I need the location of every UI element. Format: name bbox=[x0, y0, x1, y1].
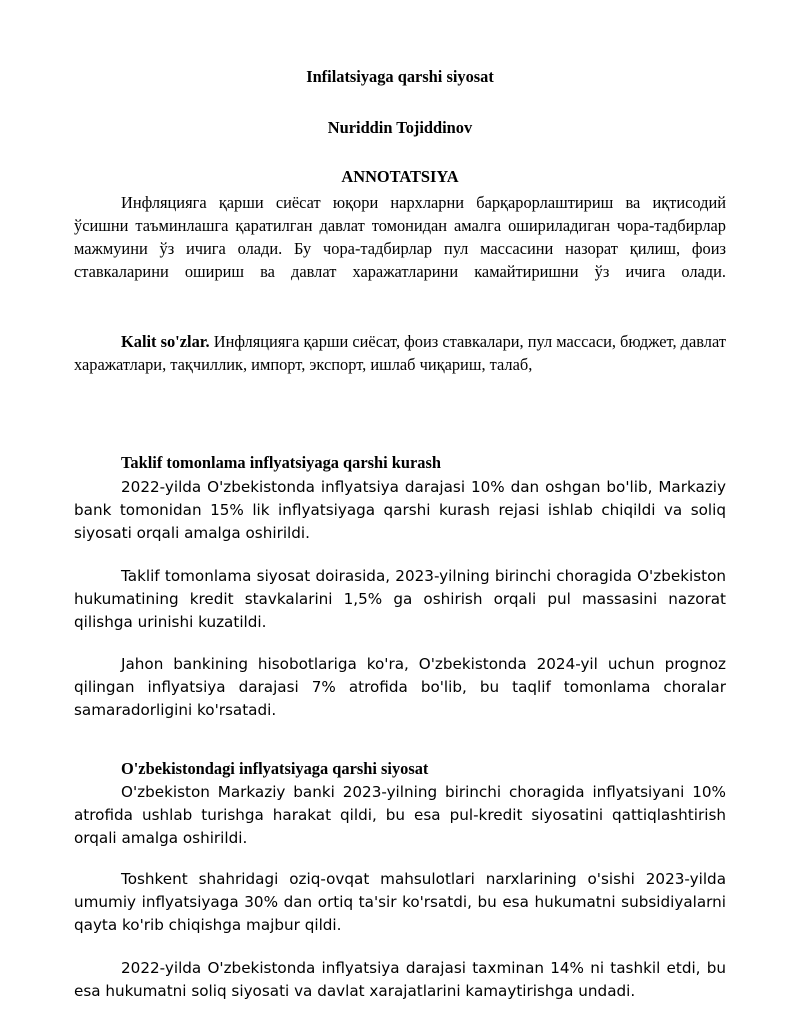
annotation-text: Инфляцияга қарши сиёсат юқори нархларни барқарорлаштириш ва иқтисодий ўсишни таъминлашга қаратилган давлат томонидан амалга ошириладиган чора-тадбирлар мажмуини ўз ичига олади. Бу чора-тадбирлар пул массасини назорат қилиш, фоиз ставкаларини ошириш ва давлат харажатларини камайтиришни ўз ичига олади. bbox=[74, 193, 726, 281]
annotation-heading: ANNOTATSIYA bbox=[341, 167, 459, 186]
section2-paragraph-1: O'zbekiston Markaziy banki 2023-yilning birinchi choragida inflyatsiyani 10% atrofida ushlab turishga harakat qildi, bu esa pul-kredit siyosatini qattiqlashtirish orqali amalga oshirildi. bbox=[74, 783, 726, 847]
keywords-paragraph bbox=[74, 330, 726, 376]
author-name: Nuriddin Tojiddinov bbox=[327, 118, 473, 137]
section2-heading: O'zbekistondagi inflyatsiyaga qarshi siyosat bbox=[121, 759, 429, 778]
section1-heading: Taklif tomonlama inflyatsiyaga qarshi kurash bbox=[121, 453, 441, 472]
section1-paragraph-2: Taklif tomonlama siyosat doirasida, 2023-yilning birinchi choragida O'zbekiston hukumatining kredit stavkalarini 1,5% ga oshirish orqali pul massasini nazorat qilishga urinishi kuzatildi. bbox=[74, 567, 726, 631]
keywords-text: Инфляцияга қарши сиёсат, фоиз ставкалари, пул массаси, бюджет, давлат харажатлари, тақчиллик, импорт, экспорт, ишлаб чиқариш, талаб, bbox=[74, 332, 726, 374]
section2-paragraph-2: Toshkent shahridagi oziq-ovqat mahsulotlari narxlarining o'sishi 2023-yilda umumiy inflyatsiyaga 30% dan ortiq ta'sir ko'rsatdi, bu esa hukumatni subsidiyalarni qayta ko'rib chiqishga majbur qildi. bbox=[74, 870, 726, 934]
section1-paragraph-1: 2022-yilda O'zbekistonda inflyatsiya darajasi 10% dan oshgan bo'lib, Markaziy bank tomonidan 15% lik inflyatsiyaga qarshi kurash rejasi ishlab chiqildi va soliq siyosati orqali amalga oshirildi. bbox=[74, 478, 726, 542]
section1-paragraph-3: Jahon bankining hisobotlariga ko'ra, O'zbekistonda 2024-yil uchun prognoz qilingan inflyatsiya darajasi 7% atrofida bo'lib, bu taqlif tomonlama choralar samaradorligini ko'rsatadi. bbox=[74, 655, 726, 719]
document-title: Infilatsiyaga qarshi siyosat bbox=[306, 67, 494, 86]
keywords-label: Kalit so'zlar. bbox=[121, 332, 210, 351]
section2-paragraph-3: 2022-yilda O'zbekistonda inflyatsiya darajasi taxminan 14% ni tashkil etdi, bu esa hukumatni soliq siyosati va davlat xarajatlarini kamaytirishga undadi. bbox=[74, 959, 726, 1000]
